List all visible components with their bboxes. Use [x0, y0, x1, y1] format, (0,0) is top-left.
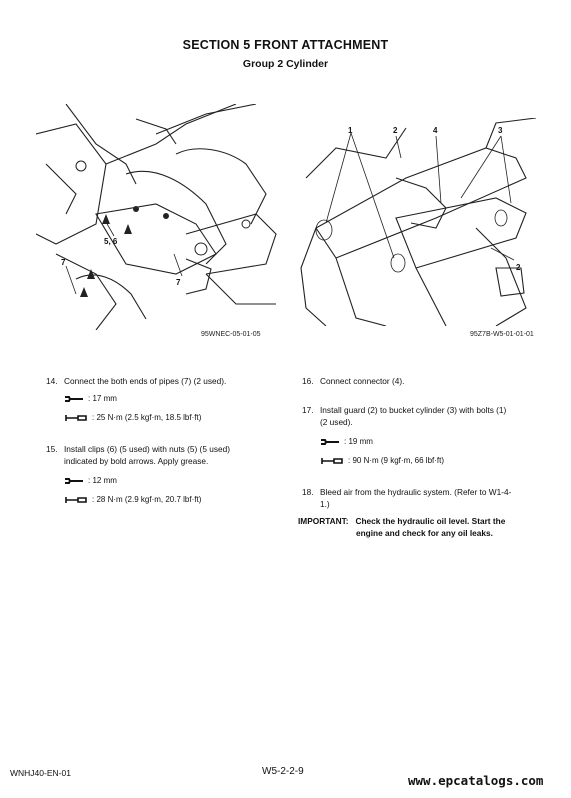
callout-4: 4	[433, 126, 438, 135]
spec-torque-17: : 90 N·m (9 kgf·m, 66 lbf·ft)	[320, 456, 444, 465]
figure-right	[296, 118, 536, 326]
step-16: 16. Connect connector (4).	[302, 376, 405, 386]
page-number: W5-2-2-9	[262, 766, 304, 777]
torque-wrench-icon	[64, 414, 88, 422]
wrench-icon	[320, 438, 340, 446]
callout-2: 2	[516, 263, 521, 272]
spec-wrench-17: : 19 mm	[320, 437, 373, 446]
spec-wrench-14: : 17 mm	[64, 394, 117, 403]
watermark: www.epcatalogs.com	[408, 773, 544, 788]
step-18: 18. Bleed air from the hydraulic system. (Refer to W1-4- 1.)	[302, 487, 512, 509]
wrench-icon	[64, 395, 84, 403]
group-title: Group 2 Cylinder	[242, 58, 329, 70]
callout-2: 2	[393, 126, 398, 135]
spec-torque-14: : 25 N·m (2.5 kgf·m, 18.5 lbf·ft)	[64, 413, 201, 422]
doc-code: WNHJ40-EN-01	[10, 768, 71, 778]
figure-left-drawing	[36, 104, 280, 330]
figure-right-id: 95Z7B-W5-01-01-01	[470, 331, 534, 338]
step-15: 15. Install clips (6) (5 used) with nuts (5) (5 used) indicated by bold arrows. Apply grease.	[46, 444, 230, 466]
callout-7: 7	[176, 278, 181, 287]
callout-3: 3	[498, 126, 503, 135]
important-note: IMPORTANT: Check the hydraulic oil level. Start the engine and check for any oil leaks.	[298, 516, 506, 538]
wrench-icon	[64, 477, 84, 485]
bold-arrow	[124, 224, 132, 234]
spec-torque-15: : 28 N·m (2.9 kgf·m, 20.7 lbf·ft)	[64, 495, 201, 504]
step-14: 14. Connect the both ends of pipes (7) (2 used).	[46, 376, 227, 386]
section-title: SECTION 5 FRONT ATTACHMENT	[182, 38, 389, 52]
callout-7: 7	[61, 258, 66, 267]
step-17: 17. Install guard (2) to bucket cylinder (3) with bolts (1) (2 used).	[302, 405, 507, 427]
figure-right-drawing	[296, 118, 536, 326]
figure-left	[36, 104, 280, 330]
bold-arrow	[80, 287, 88, 297]
callout-1: 1	[348, 126, 353, 135]
spec-wrench-15: : 12 mm	[64, 476, 117, 485]
torque-wrench-icon	[320, 457, 344, 465]
important-label: IMPORTANT:	[298, 516, 349, 526]
callout-5-6: 5, 6	[104, 237, 118, 246]
torque-wrench-icon	[64, 496, 88, 504]
figure-left-id: 95WNEC-05-01-05	[201, 331, 261, 338]
